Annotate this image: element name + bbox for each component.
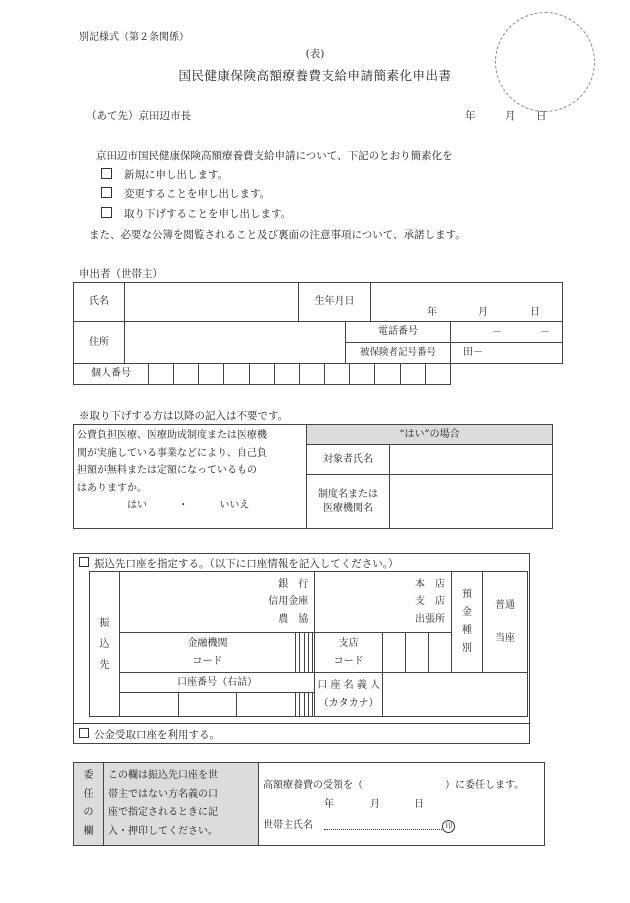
my-number-digit[interactable] [375, 364, 400, 385]
answer-no[interactable]: いいえ [219, 500, 250, 511]
side-char: 振 [99, 617, 110, 629]
front-side-label: (表) [305, 48, 325, 60]
addressee: （あて先）京田辺市長 [86, 110, 191, 122]
account-holder-line: （カタカナ） [318, 697, 379, 709]
institution-code-line: 金融機関 [187, 637, 228, 649]
receipt-suffix: ）に委任します。 [445, 780, 525, 791]
question-line: 公費負担医療、医療助成制度または医療機 [77, 430, 267, 441]
receipt-stamp-circle [495, 12, 595, 112]
branch-code-digit[interactable] [383, 633, 406, 673]
date-day-label: 日 [536, 110, 547, 122]
checkbox-icon[interactable] [101, 207, 112, 218]
phone-separator: － [540, 327, 550, 338]
system-name-label [307, 475, 390, 529]
document-title: 国民健康保険高額療養費支給申請簡素化申出書 [178, 68, 452, 83]
account-digit[interactable] [120, 693, 179, 717]
branch-code-digit[interactable] [429, 633, 452, 673]
my-number-digit[interactable] [199, 364, 224, 385]
transfer-side-label [90, 572, 120, 717]
address-field[interactable] [125, 322, 346, 364]
intro-text: 京田辺市国民健康保険高額療養費支給申請について、下記のとおり簡素化を [96, 150, 453, 162]
consent-text: また、必要な公簿を閲覧されること及び裏面の注意事項について、承諾します。 [89, 229, 466, 241]
deposit-toza[interactable]: 当座 [495, 633, 515, 644]
applicant-name-table [73, 282, 563, 322]
checkbox-icon[interactable] [101, 187, 112, 198]
delegation-form[interactable] [259, 763, 545, 846]
institution-code-label [120, 633, 296, 673]
side-char: の [83, 807, 94, 818]
bank-type-cell[interactable] [120, 572, 315, 633]
answer-yes[interactable]: はい [127, 500, 147, 511]
dob-field[interactable] [371, 283, 563, 322]
householder-row [263, 819, 455, 833]
branch-code-line: コード [333, 655, 364, 667]
deposit-type-options[interactable] [483, 572, 528, 673]
branch-type: 本 店 [415, 578, 445, 590]
account-digit[interactable] [178, 693, 237, 717]
insured-number-label: 被保険者記号番号 [346, 343, 451, 364]
designate-account-option[interactable] [79, 556, 399, 571]
option-label: 新規に申し出します。 [124, 169, 229, 181]
branch-type: 支 店 [415, 596, 445, 608]
bank-type: 銀 行 [278, 578, 309, 590]
checkbox-icon[interactable] [79, 557, 89, 567]
my-number-table [73, 363, 451, 385]
institution-code-line: コード [192, 655, 223, 667]
address-label: 住所 [74, 322, 125, 364]
my-number-digit[interactable] [174, 364, 199, 385]
deposit-char: 預 [462, 589, 472, 600]
my-number-label: 個人番号 [74, 364, 149, 385]
my-number-digit[interactable] [299, 364, 324, 385]
dob-month: 月 [478, 307, 488, 318]
phone-label: 電話番号 [346, 322, 451, 343]
account-holder-line: 口 座 名 義 人 [317, 680, 380, 691]
side-char: 先 [99, 659, 110, 671]
checkbox-icon[interactable] [79, 728, 89, 738]
my-number-digit[interactable] [249, 364, 274, 385]
date-year-label: 年 [465, 110, 476, 122]
side-char: 込 [99, 638, 110, 650]
bank-detail-table [89, 571, 528, 717]
my-number-digit[interactable] [425, 364, 450, 385]
bank-type: 農 協 [278, 613, 309, 625]
desc-line: 入・押印してください。 [108, 825, 218, 837]
dob-year: 年 [427, 307, 437, 318]
name-label: 氏名 [74, 283, 125, 322]
delegation-month: 月 [370, 799, 380, 810]
name-field[interactable] [125, 283, 299, 322]
account-holder-label [315, 673, 383, 717]
withdraw-note: ※取り下げする方は以降の記入は不要です。 [79, 410, 289, 422]
designate-account-label: 振込先口座を指定する。（以下に口座情報を記入してください。） [94, 558, 399, 570]
option-label: 取り下げすることを申し出します。 [124, 208, 292, 220]
my-number-digit[interactable] [224, 364, 249, 385]
deposit-char: 金 [462, 607, 472, 618]
branch-code-line: 支店 [338, 637, 359, 649]
system-name-line: 医療機関名 [323, 502, 373, 514]
branch-code-digit[interactable] [406, 633, 429, 673]
applicant-address-table [73, 321, 563, 364]
branch-type-cell[interactable] [315, 572, 452, 633]
delegation-side-label [74, 763, 104, 846]
option-new[interactable] [101, 167, 228, 182]
form-reference: 別記様式（第２条関係） [79, 32, 189, 43]
checkbox-icon[interactable] [101, 168, 112, 179]
public-medical-table [73, 424, 553, 529]
system-name-line: 制度名または [318, 489, 378, 500]
insured-number-field[interactable] [451, 343, 563, 364]
desc-line: 帯主ではない方名義の口 [108, 788, 218, 800]
delegation-year: 年 [324, 799, 334, 810]
answer-separator: ・ [178, 500, 189, 511]
side-char: 任 [83, 788, 94, 800]
if-yes-header: “はい”の場合 [307, 425, 553, 445]
delegation-table [73, 762, 545, 846]
desc-line: 座で指定されるときに記 [108, 807, 218, 818]
insured-prefix: 田－ [463, 347, 483, 359]
dob-day: 日 [530, 307, 540, 318]
branch-code-label [315, 633, 383, 673]
deposit-char: 種 [462, 625, 472, 636]
deposit-futsu[interactable]: 普通 [495, 600, 515, 611]
side-char: 委 [83, 770, 94, 781]
my-number-digit[interactable] [149, 364, 174, 385]
bank-type: 信用金庫 [268, 596, 309, 608]
applicant-section-label: 申出者（世帯主） [79, 268, 163, 280]
deposit-char: 別 [462, 643, 472, 654]
system-name-field[interactable] [390, 475, 553, 529]
side-char: 欄 [83, 825, 94, 837]
option-label: 変更することを申し出します。 [124, 188, 271, 200]
account-digit[interactable] [237, 693, 296, 717]
delegation-day: 日 [414, 799, 424, 810]
public-account-option[interactable] [79, 727, 220, 742]
subject-name-field[interactable] [390, 445, 553, 475]
date-month-label: 月 [505, 110, 516, 122]
householder-name-field[interactable] [324, 819, 442, 830]
public-account-label: 公金受取口座を利用する。 [94, 729, 220, 741]
branch-type: 出張所 [415, 613, 445, 625]
my-number-digit[interactable] [400, 364, 425, 385]
deposit-type-label [452, 572, 483, 673]
question-line: 担額が無料または定額になっているもの [77, 465, 257, 476]
divider [73, 723, 529, 724]
desc-line: この欄は振込先口座を世 [108, 770, 218, 781]
receipt-prefix: 高額療養費の受領を（ [263, 780, 363, 791]
option-change[interactable] [101, 186, 270, 201]
phone-separator: － [492, 327, 502, 338]
question-line: 関が実施している事業などにより、自己負 [77, 447, 267, 459]
phone-field[interactable] [451, 322, 563, 343]
subject-name-label: 対象者氏名 [307, 445, 390, 475]
dob-label: 生年月日 [299, 283, 371, 322]
my-number-digit[interactable] [350, 364, 375, 385]
public-medical-question [74, 425, 307, 529]
option-withdraw[interactable] [101, 206, 291, 221]
householder-label: 世帯主氏名 [263, 820, 313, 831]
receipt-text [263, 779, 524, 793]
delegation-description [104, 763, 259, 846]
account-holder-field[interactable] [383, 673, 528, 717]
question-line: はありますか。 [77, 482, 147, 494]
my-number-digit[interactable] [325, 364, 350, 385]
account-number-label: 口座番号（右詰） [120, 673, 315, 693]
seal-icon: 印 [442, 820, 455, 833]
account-digit[interactable] [313, 693, 315, 717]
my-number-digit[interactable] [274, 364, 299, 385]
